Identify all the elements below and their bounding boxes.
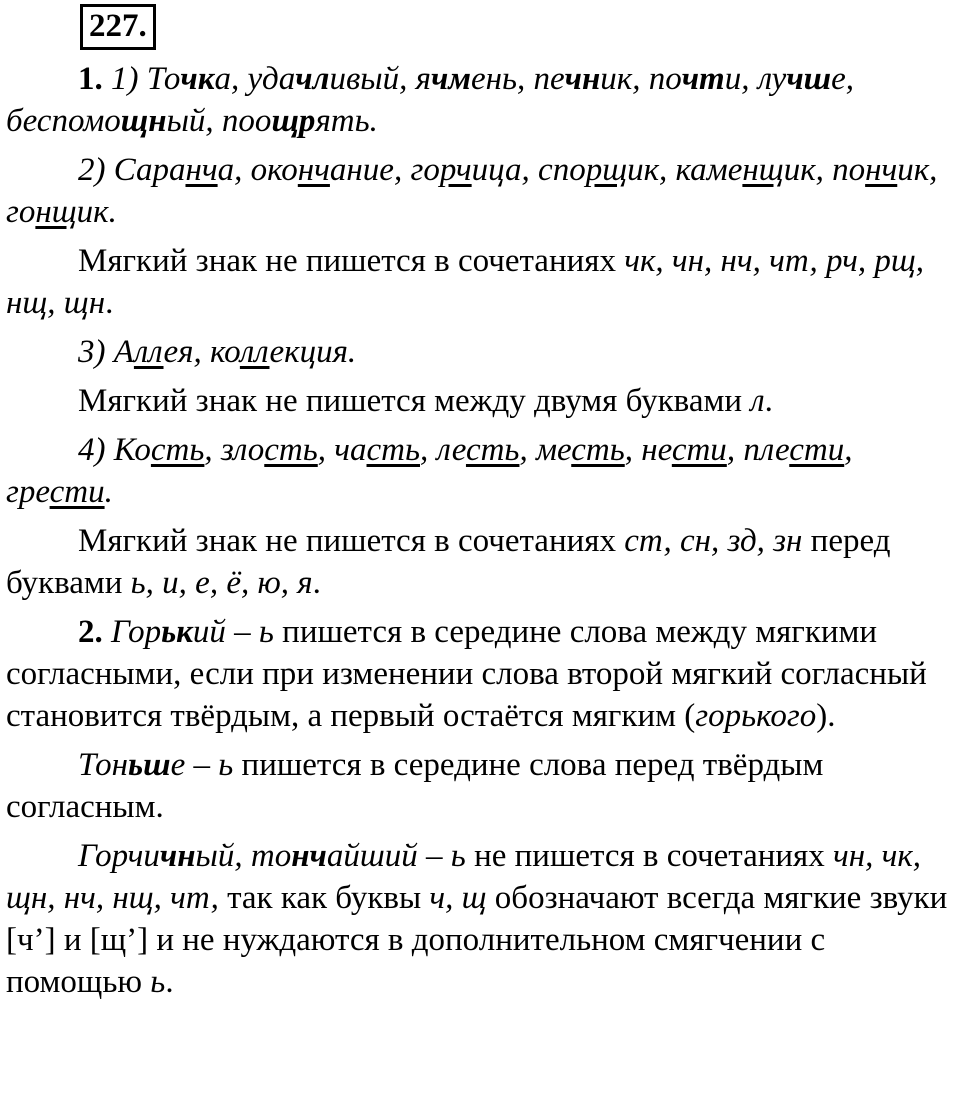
exercise-number-box: 227. [80,4,156,50]
word-list-3: 3) Аллея, коллекция. [78,334,357,370]
rule-paragraph-1: Мягкий знак не пишется в сочетаниях чк, чн, нч, чт, рч, рщ, нщ, щн. [6,243,924,321]
item-number-2: 2. [78,614,103,650]
paragraph-3 [6,331,954,373]
rule-paragraph-2: Мягкий знак не пишется между двумя буквами л. [78,383,773,419]
paragraph-6: Тоньше – ь пишется в середине слова перед твёрдым согласным. [6,747,824,825]
rule-paragraph-3: Мягкий знак не пишется в сочетаниях ст, сн, зд, зн перед буквами ь, и, е, ё, ю, я. [6,523,891,601]
paragraph-1 [6,58,954,142]
word-list-4: 4) Кость, злость, часть, лесть, месть, нести, плести, грести. [6,432,853,510]
word-list-2: 2) Саранча, окончание, горчица, спорщик, каменщик, пончик, гонщик. [6,152,938,230]
exercise-page [6,4,954,1010]
item-number-1: 1. [78,61,103,97]
paragraph-5: 2. Горький – ь пишется в середине слова между мягкими согласными, если при изменении слова второй мягкий согласный становится твёрдым, а первый остаётся мягким (горького). [6,614,927,734]
word-list-1: 1) Точка, удачливый, ячмень, печник, почти, лучше, беспомощный, поощрять. [6,61,855,139]
paragraph-4 [6,429,954,513]
paragraph-7: Горчичный, тончайший – ь не пишется в сочетаниях чн, чк, щн, нч, нщ, чт, так как буквы ч, щ обозначают всегда мягкие звуки [ч’] и [щ’] и не нуждаются в дополнительном смягчении с помощью ь. [6,838,948,1000]
paragraph-2 [6,149,954,233]
